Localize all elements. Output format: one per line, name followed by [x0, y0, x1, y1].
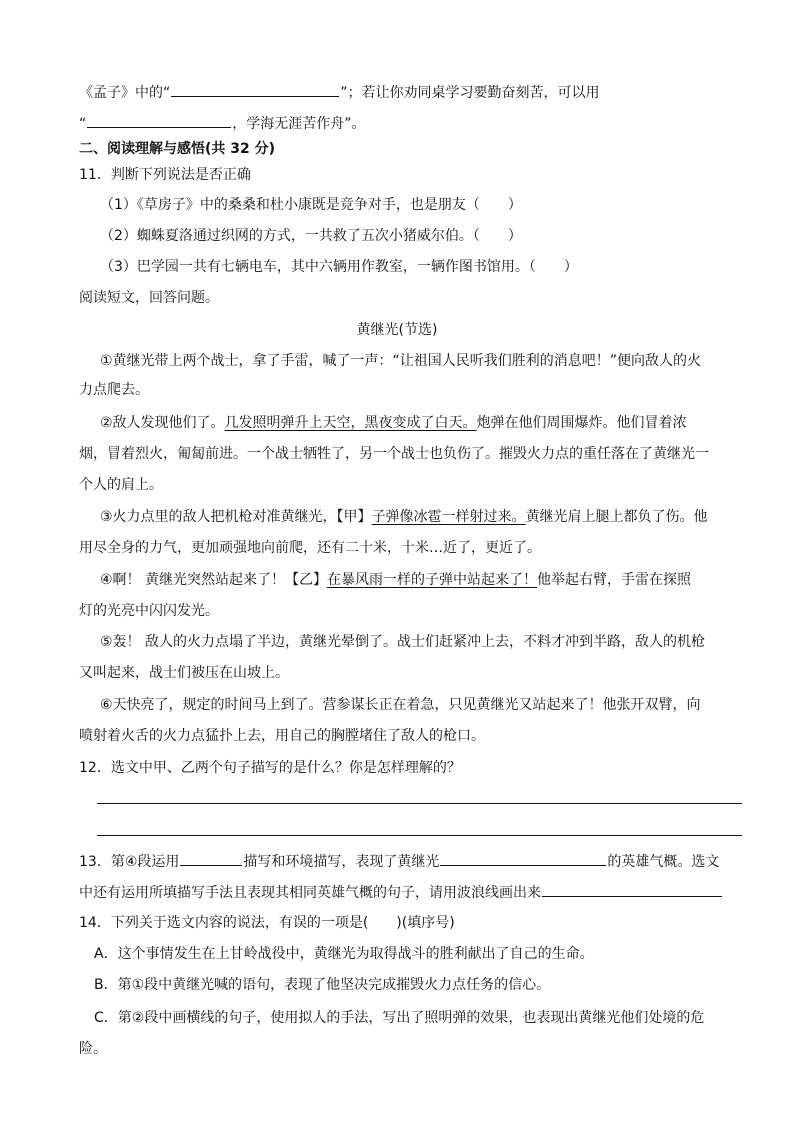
fill-in-line-2 [79, 113, 366, 133]
text: 描写和环境描写，表现了黄继光 [243, 854, 440, 870]
paragraph-4-line-2: 灯的光亮中闪闪发光。 [79, 603, 219, 619]
text: 炮弹在他们周围爆炸。他们冒着浓 [476, 415, 687, 431]
paragraph-5-line-2: 又叫起来，战士们被压在山坡上。 [79, 665, 289, 681]
underlined-sentence-jia: 子弹像冰雹一样射过来。 [371, 509, 526, 525]
option-c-line-2: 险。 [79, 1041, 107, 1057]
text: 《孟子》中的“ [79, 85, 171, 101]
paragraph-1-line-1: ①黄继光带上两个战士，拿了手雷，喊了一声：“让祖国人民听我们胜利的消息吧！”便向敌人的火 [100, 353, 702, 369]
paragraph-1-line-2: 力点爬去。 [79, 382, 149, 398]
paragraph-2-line-3: 个人的肩上。 [79, 477, 163, 493]
text: 黄继光肩上腿上都负了伤。他 [525, 509, 708, 525]
text: ”；若让你劝同桌学习要勤奋刻苦，可以用 [340, 85, 600, 101]
text: 13．第④段运用 [79, 854, 180, 870]
option-a: A．这个事情发生在上甘岭战役中，黄继光为取得战斗的胜利献出了自己的生命。 [94, 946, 594, 962]
section-title: 二、阅读理解与感悟(共 32 分) [79, 141, 276, 157]
question-12: 12．选文中甲、乙两个句子描写的是什么？你是怎样理解的？ [79, 760, 461, 776]
question-13-line-2 [79, 882, 723, 902]
underlined-sentence: 几发照明弹升上天空，黑夜变成了白天。 [224, 415, 477, 431]
question-11-stem: 11．判断下列说法是否正确 [79, 167, 251, 183]
answer-blank[interactable] [87, 113, 231, 128]
paragraph-5-line-1: ⑤轰！ 敌人的火力点塌了半边，黄继光晕倒了。战士们赶紧冲上去，不料才冲到半路，敌人的机枪 [100, 634, 705, 650]
underlined-sentence-yi: 在暴风雨一样的子弹中站起来了！ [327, 572, 538, 588]
text: 他举起右臂，手雷在探照 [537, 572, 692, 588]
question-11-item-1: （1）《草房子》中的桑桑和杜小康既是竞争对手，也是朋友（ ） [100, 197, 522, 213]
text: ③火力点里的敌人把机枪对准黄继光，【甲】 [100, 509, 372, 525]
text: ，学海无涯苦作舟”。 [232, 116, 366, 132]
paragraph-6-line-1: ⑥天快亮了，规定的时间马上到了。营参谋长正在着急，只见黄继光又站起来了！他张开双臂，向 [100, 697, 701, 713]
reading-intro: 阅读短文，回答问题。 [79, 290, 219, 306]
question-11-item-2: （2）蜘蛛夏洛通过织网的方式，一共救了五次小猪威尔伯。（ ） [100, 228, 522, 244]
question-11-item-3: （3）巴学园一共有七辆电车，其中六辆用作教室，一辆作图书馆用。（ ） [100, 259, 578, 275]
answer-line[interactable] [97, 835, 742, 836]
option-c-line-1: C．第②段中画横线的句子，使用拟人的手法，写出了照明弹的效果，也表现出黄继光他们处境的危 [94, 1010, 705, 1026]
question-13-line-1 [79, 851, 719, 871]
text: ②敌人发现他们了。 [100, 415, 225, 431]
text: 中还有运用所填描写手法且表现其相同英雄气概的句子，请用波浪线画出来 [79, 885, 541, 901]
question-14-stem: 14．下列关于选文内容的说法，有误的一项是( )(填序号) [79, 915, 455, 931]
paragraph-4-line-1 [100, 570, 691, 590]
text: “ [79, 116, 87, 132]
paragraph-3-line-1 [100, 507, 708, 527]
paragraph-3-line-2: 用尽全身的力气，更加顽强地向前爬，还有二十米，十米…近了，更近了。 [79, 540, 541, 556]
paragraph-6-line-2: 喷射着火舌的火力点猛扑上去，用自己的胸膛堵住了敌人的枪口。 [79, 728, 485, 744]
paragraph-2-line-2: 烟，冒着烈火，匍匐前进。一个战士牺牲了，另一个战士也负伤了。摧毁火力点的重任落在了黄继光一 [79, 446, 709, 462]
text: 的英雄气概。选文 [607, 854, 720, 870]
fill-in-line-1 [79, 82, 600, 102]
passage-title: 黄继光(节选) [356, 322, 438, 338]
answer-line[interactable] [97, 803, 742, 804]
text: ④啊！ 黄继光突然站起来了！【乙】 [100, 572, 328, 588]
paragraph-2-line-1 [100, 413, 687, 433]
answer-blank[interactable] [440, 851, 606, 866]
answer-blank[interactable] [542, 882, 722, 897]
answer-blank[interactable] [180, 851, 242, 866]
answer-blank[interactable] [171, 82, 339, 97]
option-b: B．第①段中黄继光喊的语句，表现了他坚决完成摧毁火力点任务的信心。 [94, 977, 551, 993]
